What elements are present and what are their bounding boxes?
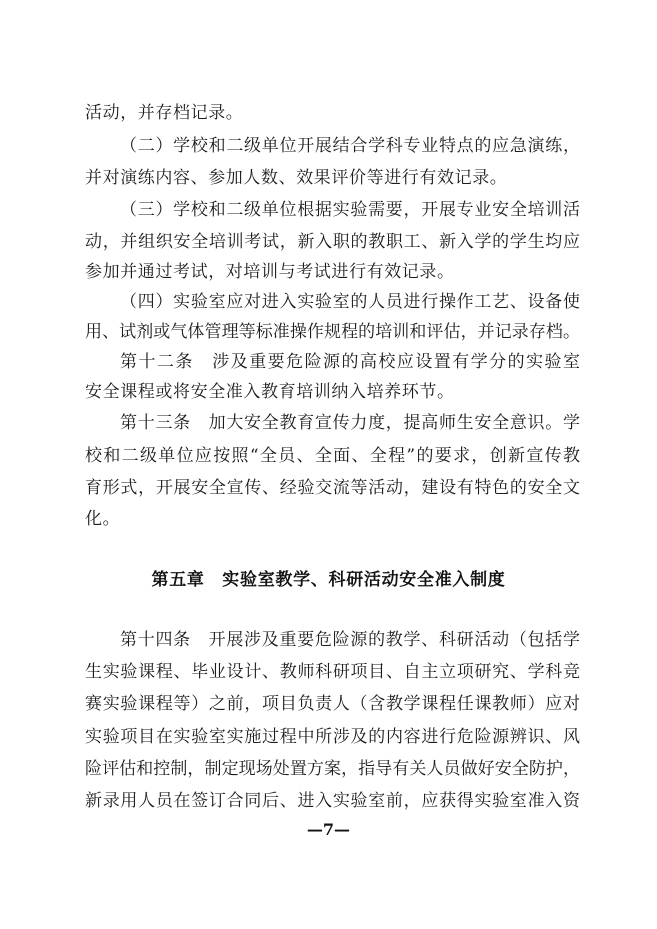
body-line: 并对演练内容、参加人数、效果评价等进行有效记录。 (85, 168, 508, 188)
body-line: 第十三条 加大安全教育宣传力度，提高师生安全意识。学 (120, 413, 580, 433)
body-line: （四）实验室应对进入实验室的人员进行操作工艺、设备使 (120, 292, 580, 312)
body-line: 育形式，开展安全宣传、经验交流等活动，建设有特色的安全文 (85, 478, 580, 498)
body-line: 活动，并存档记录。 (85, 103, 244, 123)
body-line: 动，并组织安全培训考试，新入职的教职工、新入学的学生均应 (85, 232, 580, 252)
body-line: 新录用人员在签订合同后、进入实验室前，应获得实验室准入资 (85, 791, 580, 811)
body-line: 第十四条 开展涉及重要危险源的教学、科研活动（包括学 (120, 630, 580, 650)
body-line: 校和二级单位应按照“全员、全面、全程”的要求，创新宣传教 (85, 446, 580, 466)
body-line: （二）学校和二级单位开展结合学科专业特点的应急演练， (120, 136, 580, 156)
body-line: 生实验课程、毕业设计、教师科研项目、自主立项研究、学科竞 (85, 662, 580, 682)
chapter-heading: 第五章 实验室教学、科研活动安全准入制度 (151, 570, 506, 590)
body-line: 安全课程或将安全准入教育培训纳入培养环节。 (85, 382, 455, 402)
body-line: 用、试剂或气体管理等标准操作规程的培训和评估，并记录存档。 (85, 322, 580, 342)
body-line: （三）学校和二级单位根据实验需要，开展专业安全培训活 (120, 200, 580, 220)
body-line: 化。 (85, 509, 121, 529)
page-number: —7— (306, 820, 351, 839)
body-line: 险评估和控制，制定现场处置方案，指导有关人员做好安全防护， (85, 759, 580, 779)
body-line: 赛实验课程等）之前，项目负责人（含教学课程任课教师）应对 (85, 694, 580, 714)
body-line: 实验项目在实验室实施过程中所涉及的内容进行危险源辨识、风 (85, 727, 580, 747)
body-line: 第十二条 涉及重要危险源的高校应设置有学分的实验室 (120, 352, 580, 372)
body-line: 参加并通过考试，对培训与考试进行有效记录。 (85, 262, 455, 282)
